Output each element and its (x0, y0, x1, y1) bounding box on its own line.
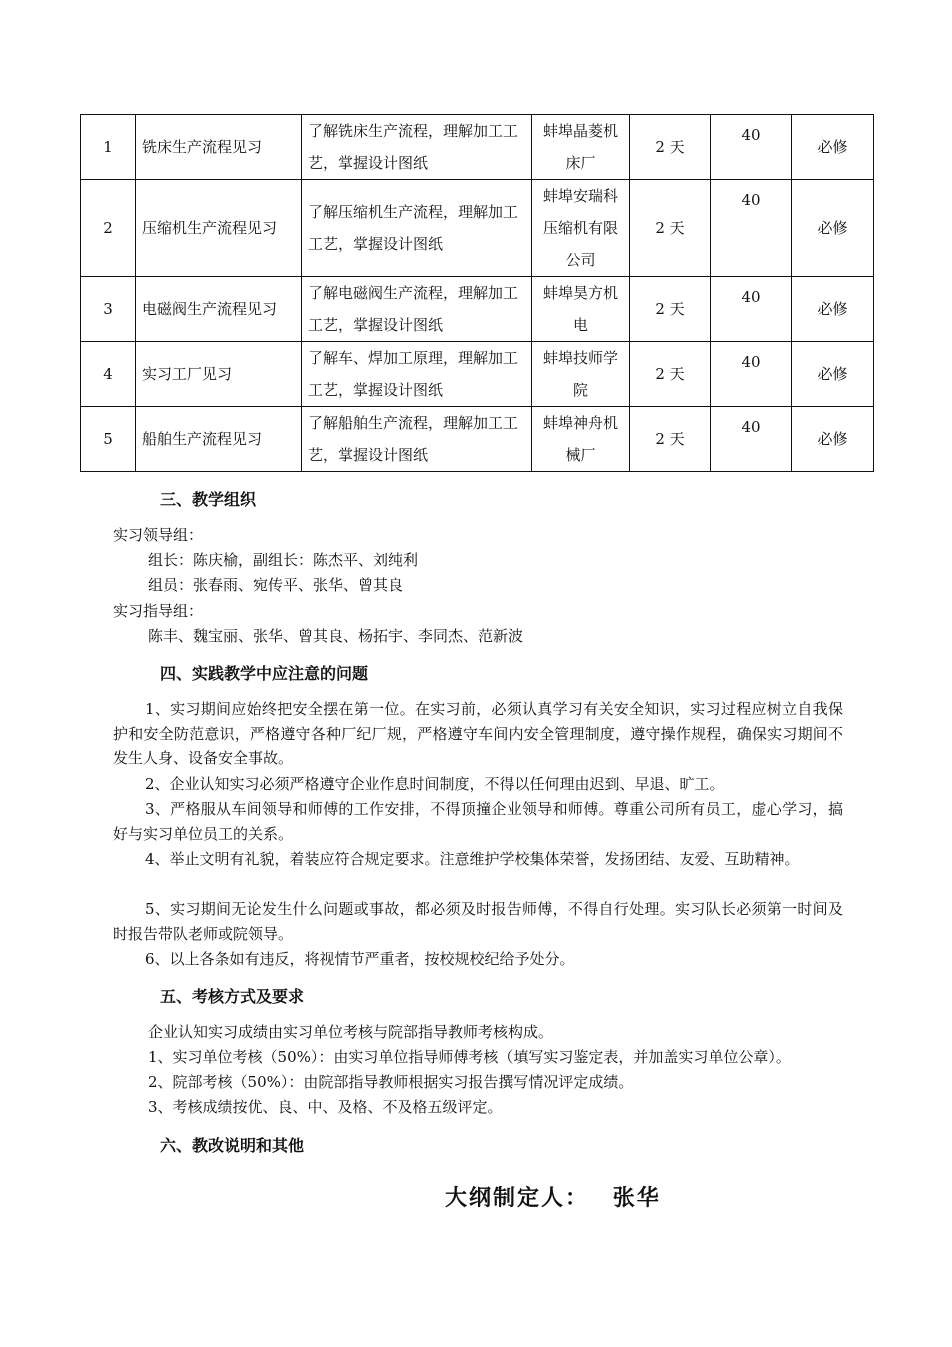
section-heading-precautions: 四、实践教学中应注意的问题 (160, 664, 369, 683)
author-label: 大纲制定人： (445, 1186, 590, 1211)
outline-author (445, 1181, 661, 1212)
item-type: 必修 (792, 115, 874, 180)
table-row (81, 180, 874, 277)
item-content: 了解电磁阀生产流程，理解加工工艺，掌握设计图纸 (302, 277, 532, 342)
item-content: 了解铣床生产流程，理解加工工艺，掌握设计图纸 (302, 115, 532, 180)
item-hours: 40 (711, 115, 792, 180)
assessment-item-2: 2、院部考核（50%）：由院部指导教师根据实习报告撰写情况评定成绩。 (148, 1073, 634, 1091)
item-days: 2 天 (630, 342, 711, 407)
assessment-item-3: 3、考核成绩按优、良、中、及格、不及格五级评定。 (148, 1098, 503, 1116)
item-type: 必修 (792, 342, 874, 407)
item-content: 了解压缩机生产流程，理解加工工艺，掌握设计图纸 (302, 180, 532, 277)
row-number: 2 (81, 180, 136, 277)
item-hours: 40 (711, 342, 792, 407)
precaution-item-2: 2、企业认知实习必须严格遵守企业作息时间制度，不得以任何理由迟到、早退、旷工。 (145, 775, 725, 793)
member-line: 组员：张春雨、宛传平、张华、曾其良 (148, 576, 404, 594)
item-days: 2 天 (630, 115, 711, 180)
author-name: 张华 (612, 1186, 661, 1211)
item-days: 2 天 (630, 407, 711, 472)
item-unit: 蚌埠安瑞科压缩机有限公司 (532, 180, 630, 277)
item-days: 2 天 (630, 277, 711, 342)
item-hours: 40 (711, 407, 792, 472)
row-number: 4 (81, 342, 136, 407)
item-unit: 蚌埠晶菱机床厂 (532, 115, 630, 180)
item-type: 必修 (792, 277, 874, 342)
table-row (81, 277, 874, 342)
item-unit: 蚌埠昊方机电 (532, 277, 630, 342)
item-type: 必修 (792, 180, 874, 277)
assessment-item-1: 1、实习单位考核（50%）：由实习单位指导师傅考核（填写实习鉴定表，并加盖实习单位公章）。 (148, 1048, 791, 1066)
item-unit: 蚌埠神舟机械厂 (532, 407, 630, 472)
item-hours: 40 (711, 180, 792, 277)
section-heading-assessment: 五、考核方式及要求 (160, 987, 305, 1006)
item-hours: 40 (711, 277, 792, 342)
section-heading-teaching-organization: 三、教学组织 (160, 490, 257, 509)
precaution-item-3: 3、严格服从车间领导和师傅的工作安排，不得顶撞企业领导和师傅。尊重公司所有员工，虚心学习，搞好与实习单位员工的关系。 (113, 800, 843, 843)
guide-group-label: 实习指导组： (113, 602, 204, 620)
item-content: 了解车、焊加工原理，理解加工工艺，掌握设计图纸 (302, 342, 532, 407)
item-name: 电磁阀生产流程见习 (136, 277, 302, 342)
item-name: 压缩机生产流程见习 (136, 180, 302, 277)
table-row (81, 115, 874, 180)
item-name: 实习工厂见习 (136, 342, 302, 407)
leader-line: 组长：陈庆榆，副组长：陈杰平、刘纯利 (148, 551, 419, 569)
item-content: 了解船舶生产流程，理解加工工艺，掌握设计图纸 (302, 407, 532, 472)
precaution-item-5: 5、实习期间无论发生什么问题或事故，都必须及时报告师傅，不得自行处理。实习队长必须第一时间及时报告带队老师或院领导。 (113, 900, 843, 943)
row-number: 1 (81, 115, 136, 180)
leader-group-label: 实习领导组： (113, 526, 204, 544)
precaution-item-1: 1、实习期间应始终把安全摆在第一位。在实习前，必须认真学习有关安全知识，实习过程应树立自我保护和安全防范意识，严格遵守各种厂纪厂规，严格遵守车间内安全管理制度，遵守操作规程，确保实习期间不发生人身、设备安全事故。 (113, 700, 843, 767)
section-heading-reform-notes: 六、教改说明和其他 (160, 1136, 305, 1155)
item-name: 铣床生产流程见习 (136, 115, 302, 180)
precaution-item-6: 6、以上各条如有违反，将视情节严重者，按校规校纪给予处分。 (145, 950, 575, 968)
precaution-item-4: 4、举止文明有礼貌，着装应符合规定要求。注意维护学校集体荣誉，发扬团结、友爱、互助精神。 (145, 850, 800, 868)
item-days: 2 天 (630, 180, 711, 277)
item-type: 必修 (792, 407, 874, 472)
item-unit: 蚌埠技师学院 (532, 342, 630, 407)
row-number: 3 (81, 277, 136, 342)
assessment-intro: 企业认知实习成绩由实习单位考核与院部指导教师考核构成。 (148, 1023, 554, 1041)
guide-line: 陈丰、魏宝丽、张华、曾其良、杨拓宇、李同杰、范新波 (148, 627, 524, 645)
table-row (81, 407, 874, 472)
practice-schedule-table (80, 114, 874, 472)
item-name: 船舶生产流程见习 (136, 407, 302, 472)
table-row (81, 342, 874, 407)
row-number: 5 (81, 407, 136, 472)
